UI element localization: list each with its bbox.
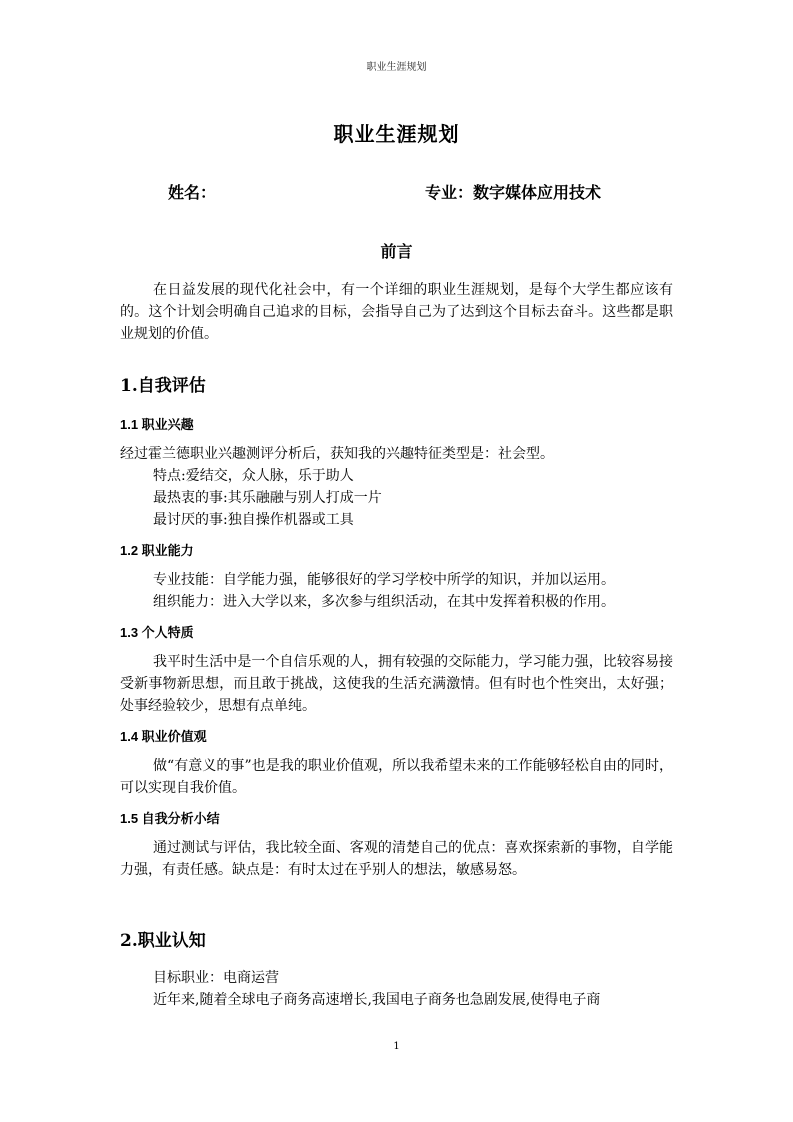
interest-line: 最讨厌的事:独自操作机器或工具 xyxy=(153,512,354,528)
summary-paragraph: 通过测试与评估，我比较全面、客观的清楚自己的优点：喜欢探索新的事物，自学能力强，有责任感。缺点是：有时太过在乎别人的想法，敏感易怒。 xyxy=(120,840,673,878)
ability-line: 专业技能：自学能力强，能够很好的学习学校中所学的知识，并加以运用。 xyxy=(153,572,615,588)
page-number: 1 xyxy=(393,1041,400,1052)
section-1-2-heading: 1.2 职业能力 xyxy=(120,543,194,558)
section-1-3-heading: 1.3 个人特质 xyxy=(120,625,194,640)
section-1-5-heading: 1.5 自我分析小结 xyxy=(120,811,220,826)
interest-line: 最热衷的事:其乐融融与别人打成一片 xyxy=(153,490,382,506)
interest-line: 特点:爱结交，众人脉，乐于助人 xyxy=(153,468,354,484)
document-title: 职业生涯规划 xyxy=(333,122,460,146)
preface-paragraph: 在日益发展的现代化社会中，有一个详细的职业生涯规划，是每个大学生都应该有的。这个计划会明确自己追求的目标，会指导自己为了达到这个目标去奋斗。这些都是职业规划的价值。 xyxy=(120,282,673,342)
major-label: 专业：数字媒体应用技术 xyxy=(425,183,602,202)
section-1-heading: 1.自我评估 xyxy=(120,376,206,396)
section-1-1-heading: 1.1 职业兴趣 xyxy=(120,417,194,432)
career-line: 目标职业：电商运营 xyxy=(153,970,279,986)
name-label: 姓名： xyxy=(168,183,217,202)
preface-heading: 前言 xyxy=(380,242,413,261)
traits-paragraph: 我平时生活中是一个自信乐观的人，拥有较强的交际能力，学习能力强，比较容易接受新事物新思想，而且敢于挑战，这使我的生活充满激情。但有时也个性突出，太好强；处事经验较少，思想有点单纯。 xyxy=(120,654,673,714)
interest-intro: 经过霍兰德职业兴趣测评分析后，获知我的兴趣特征类型是：社会型。 xyxy=(120,446,554,462)
values-paragraph: 做“有意义的事”也是我的职业价值观，所以我希望未来的工作能够轻松自由的同时，可以实现自我价值。 xyxy=(120,758,673,796)
page-header: 职业生涯规划 xyxy=(366,62,427,73)
career-line: 近年来,随着全球电子商务高速增长,我国电子商务也急剧发展,使得电子商 xyxy=(153,992,601,1008)
ability-line: 组织能力：进入大学以来，多次参与组织活动，在其中发挥着积极的作用。 xyxy=(153,594,615,610)
section-1-4-heading: 1.4 职业价值观 xyxy=(120,729,207,744)
section-2-heading: 2.职业认知 xyxy=(120,931,206,951)
